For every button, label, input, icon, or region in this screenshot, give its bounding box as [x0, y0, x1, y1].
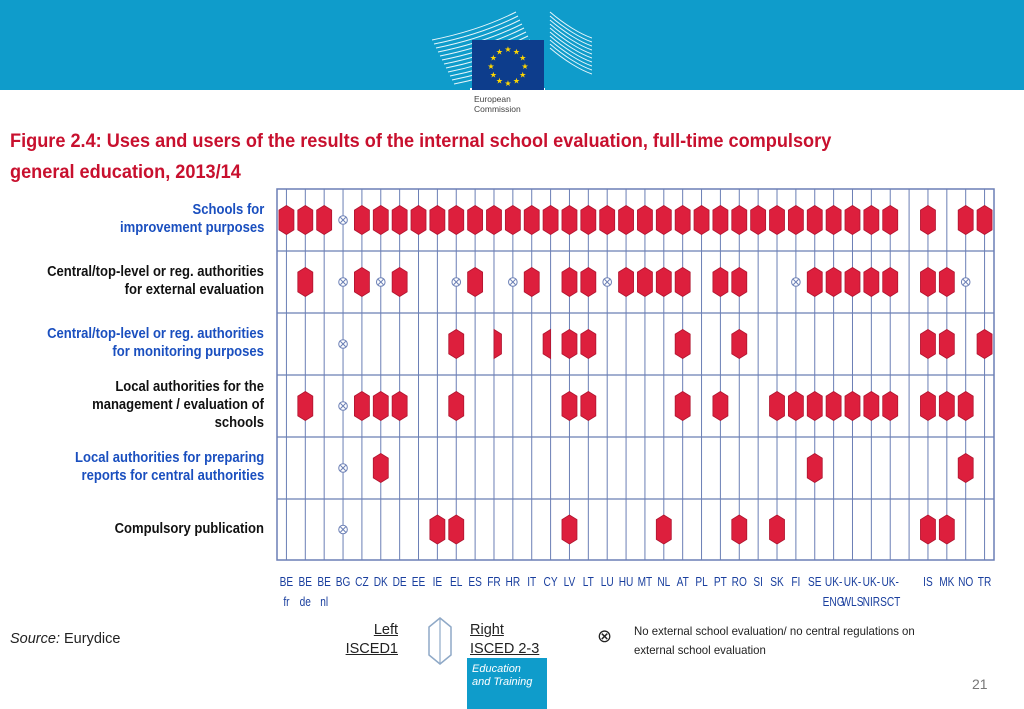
marker-full [581, 392, 596, 421]
marker-full [392, 392, 407, 421]
marker-full [430, 206, 445, 235]
row-label-line: Central/top-level or reg. authorities [47, 326, 264, 342]
marker-full [939, 330, 954, 359]
svg-text:★: ★ [495, 76, 504, 86]
marker-full [920, 268, 935, 297]
country-label: LV [563, 574, 576, 590]
figure-title-line1: Figure 2.4: Uses and users of the results of the internal school evaluation, full-time compulsory [10, 130, 832, 152]
education-training-text [472, 663, 532, 689]
marker-full [920, 392, 935, 421]
marker-full [562, 268, 577, 297]
marker-full [751, 206, 766, 235]
marker-full [354, 206, 369, 235]
marker-full [486, 206, 501, 235]
marker-full [298, 206, 313, 235]
marker-full [373, 392, 388, 421]
marker-full [920, 515, 935, 544]
marker-full [656, 206, 671, 235]
svg-text:★: ★ [512, 47, 521, 57]
marker-full [675, 206, 690, 235]
marker-full [656, 515, 671, 544]
country-label: HU [618, 574, 634, 590]
marker-left-isced1 [543, 330, 551, 359]
marker-full [449, 206, 464, 235]
marker-full [449, 330, 464, 359]
country-label: NO [958, 574, 974, 590]
marker-full [298, 392, 313, 421]
country-label: NIR [862, 594, 881, 610]
marker-full [883, 268, 898, 297]
country-label: BE [317, 574, 331, 590]
marker-full [562, 515, 577, 544]
marker-right-isced2-3 [494, 330, 502, 359]
legend-note [634, 622, 957, 660]
marker-full [770, 392, 785, 421]
country-label: AT [676, 574, 689, 590]
badge-line2: and Training [472, 676, 533, 688]
country-label: HR [505, 574, 521, 590]
marker-full [411, 206, 426, 235]
row-label-line: Compulsory publication [114, 520, 264, 537]
marker-full [826, 268, 841, 297]
row-label-line: Central/top-level or reg. authorities [47, 264, 264, 280]
marker-full [864, 268, 879, 297]
svg-text:★: ★ [521, 62, 529, 71]
legend-right-label [470, 621, 539, 659]
svg-text:★: ★ [504, 45, 512, 54]
logo-text-line2: Commission [474, 104, 521, 114]
legend-note-line2: external school evaluation [634, 643, 766, 657]
country-label: MT [637, 574, 653, 590]
country-label: WLS [841, 594, 864, 610]
row-label-line: schools [214, 415, 264, 431]
marker-full [732, 515, 747, 544]
marker-full [939, 515, 954, 544]
marker-full [939, 392, 954, 421]
country-label: PT [713, 574, 727, 590]
country-label: ENG [822, 594, 845, 610]
marker-full [675, 392, 690, 421]
row-label-line: Local authorities for the [115, 379, 265, 395]
marker-full [713, 268, 728, 297]
marker-full [656, 268, 671, 297]
marker-full [619, 268, 634, 297]
marker-full [807, 454, 822, 483]
svg-text:★: ★ [489, 70, 497, 80]
marker-full [770, 206, 785, 235]
legend-left-line2: ISCED1 [345, 641, 398, 657]
svg-text:★: ★ [487, 62, 495, 71]
country-label: SE [807, 574, 822, 590]
marker-full [600, 206, 615, 235]
marker-full [562, 330, 577, 359]
marker-full [845, 206, 860, 235]
marker-full [732, 206, 747, 235]
marker-full [732, 268, 747, 297]
marker-full [845, 392, 860, 421]
country-label: LT [582, 574, 594, 590]
marker-full [562, 392, 577, 421]
marker-full [864, 392, 879, 421]
country-label: IT [527, 574, 537, 590]
legend-left-label [340, 621, 398, 659]
row-label-line: Local authorities for preparing [74, 450, 264, 466]
source-label: Source: [10, 631, 60, 647]
marker-full [619, 206, 634, 235]
country-label: EE [411, 574, 426, 590]
svg-text:★: ★ [495, 47, 504, 57]
marker-full [449, 392, 464, 421]
marker-full [562, 206, 577, 235]
country-label: UK- [824, 574, 843, 590]
marker-full [977, 330, 992, 359]
marker-full [675, 330, 690, 359]
country-label: FR [487, 574, 501, 590]
marker-full [826, 206, 841, 235]
marker-full [637, 268, 652, 297]
marker-full [788, 392, 803, 421]
marker-full [279, 206, 294, 235]
country-label: UK- [843, 574, 862, 590]
marker-full [807, 392, 822, 421]
country-label: UK- [862, 574, 881, 590]
country-label: NL [657, 574, 671, 590]
svg-text:★: ★ [519, 53, 527, 63]
marker-full [920, 330, 935, 359]
country-label: PL [695, 574, 708, 590]
svg-text:★: ★ [489, 53, 497, 63]
country-label: IE [432, 574, 443, 590]
marker-full [920, 206, 935, 235]
country-label: SK [770, 574, 784, 590]
figure-title-line2: general education, 2013/14 [10, 161, 241, 183]
marker-full [468, 206, 483, 235]
marker-full [468, 268, 483, 297]
page-number: 21 [972, 676, 988, 692]
marker-full [581, 206, 596, 235]
row-label-line: for external evaluation [124, 282, 264, 298]
marker-full [958, 392, 973, 421]
country-label: MK [939, 574, 955, 590]
svg-text:★: ★ [519, 70, 527, 80]
country-label: UK- [881, 574, 899, 590]
svg-text:★: ★ [504, 79, 512, 88]
country-label: BE [279, 574, 294, 590]
marker-full [694, 206, 709, 235]
country-label: SCT [880, 594, 901, 610]
country-label: DK [373, 574, 388, 590]
country-label: CY [543, 574, 558, 590]
marker-full [788, 206, 803, 235]
marker-full [883, 206, 898, 235]
legend-left-line1: Left [373, 622, 398, 638]
marker-full [524, 268, 539, 297]
isced-hexagon-icon [426, 616, 454, 666]
marker-full [373, 206, 388, 235]
marker-full [958, 206, 973, 235]
row-label-line: improvement purposes [119, 220, 264, 236]
country-label: de [299, 594, 311, 610]
legend-right-line1: Right [470, 622, 504, 638]
country-label: EL [450, 574, 463, 590]
marker-full [298, 268, 313, 297]
row-label-line: for monitoring purposes [112, 344, 265, 360]
marker-full [713, 206, 728, 235]
marker-full [430, 515, 445, 544]
marker-full [637, 206, 652, 235]
marker-full [713, 392, 728, 421]
country-label: CZ [355, 574, 369, 590]
marker-full [354, 392, 369, 421]
row-label-line: reports for central authorities [81, 468, 264, 484]
country-label: DE [392, 574, 407, 590]
marker-full [675, 268, 690, 297]
marker-full [392, 268, 407, 297]
marker-full [373, 454, 388, 483]
source-note [10, 631, 120, 647]
marker-full [845, 268, 860, 297]
marker-full [826, 392, 841, 421]
row-label-line: Schools for [192, 202, 264, 218]
marker-full [581, 268, 596, 297]
marker-full [807, 268, 822, 297]
marker-full [770, 515, 785, 544]
country-label: ES [468, 574, 482, 590]
country-label: SI [753, 574, 763, 590]
marker-full [939, 268, 954, 297]
marker-full [958, 454, 973, 483]
country-label: fr [283, 594, 290, 610]
marker-full [505, 206, 520, 235]
marker-full [449, 515, 464, 544]
marker-full [732, 330, 747, 359]
marker-full [864, 206, 879, 235]
marker-full [392, 206, 407, 235]
legend-right-line2: ISCED 2-3 [470, 641, 540, 657]
marker-full [543, 206, 558, 235]
marker-full [354, 268, 369, 297]
country-label: FI [791, 574, 801, 590]
row-label-line: management / evaluation of [92, 397, 264, 413]
country-label: nl [320, 594, 329, 610]
source-value: Eurydice [64, 631, 121, 647]
svg-text:★: ★ [512, 76, 521, 86]
logo-text-line1: European [474, 94, 511, 104]
country-label: BE [298, 574, 313, 590]
marker-full [581, 330, 596, 359]
country-label: TR [977, 574, 992, 590]
country-label: LU [600, 574, 614, 590]
marker-full [807, 206, 822, 235]
marker-full [883, 392, 898, 421]
no-evaluation-icon: ⊗ [597, 626, 613, 647]
marker-full [524, 206, 539, 235]
marker-full [977, 206, 992, 235]
marker-full [317, 206, 332, 235]
badge-line1: Education [472, 663, 521, 675]
country-label: BG [335, 574, 351, 590]
legend-note-line1: No external school evaluation/ no central regulations on [634, 624, 915, 638]
country-label: RO [731, 574, 747, 590]
country-label: IS [923, 574, 933, 590]
